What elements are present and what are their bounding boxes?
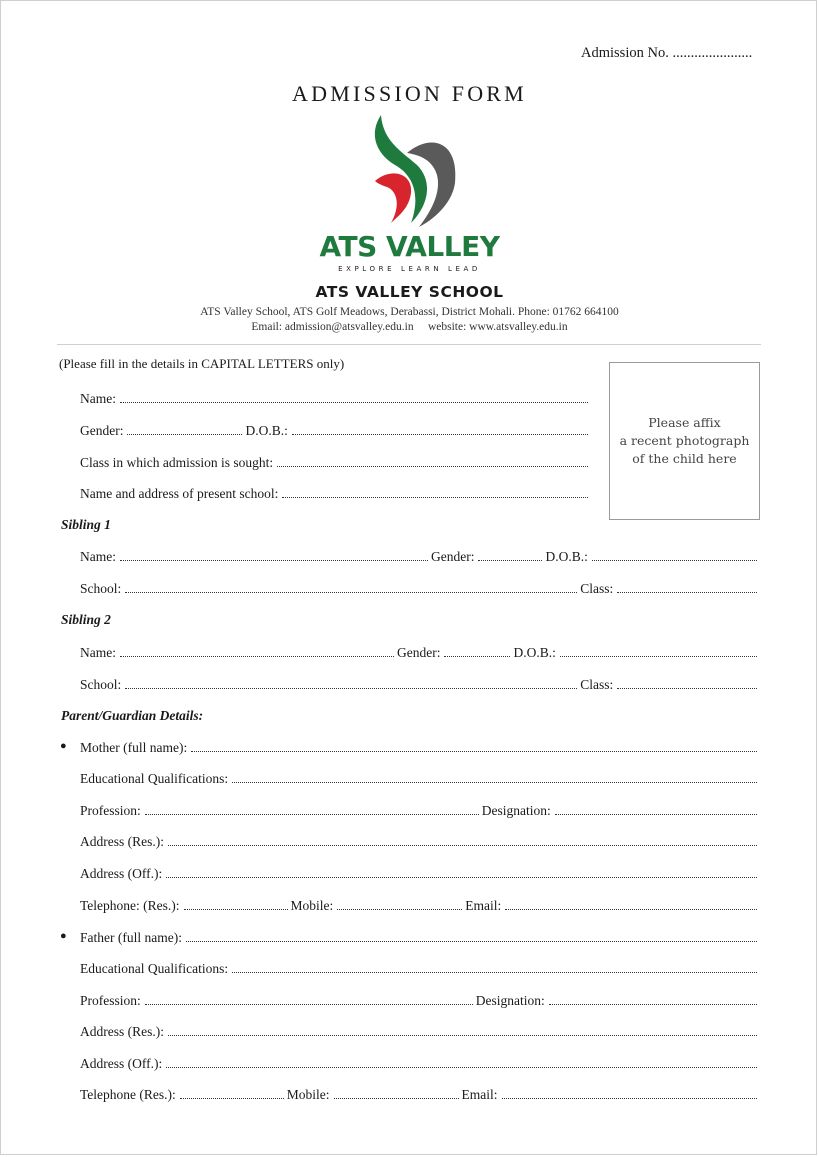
father-qualifications-row	[80, 957, 760, 977]
school-logo-icon	[361, 113, 461, 233]
sibling-1-dob-field[interactable]	[592, 560, 757, 561]
sibling-2-dob-field[interactable]	[560, 656, 757, 657]
student-gender-field[interactable]	[127, 434, 242, 435]
present-school-field[interactable]	[282, 497, 588, 498]
father-bullet: ●	[60, 930, 67, 942]
sibling-1-school-label: School:	[80, 581, 122, 596]
sibling-2-gender-field[interactable]	[444, 656, 510, 657]
sibling-2-name-row	[80, 641, 760, 661]
mother-name-field[interactable]	[191, 751, 757, 752]
mother-bullet: ●	[60, 740, 67, 752]
school-address: ATS Valley School, ATS Golf Meadows, Derabassi, District Mohali. Phone: 01762 664100	[200, 306, 619, 318]
sibling-2-dob-label: D.O.B.:	[513, 645, 556, 660]
present-school-row	[80, 482, 591, 502]
mother-name-row	[80, 736, 760, 756]
sibling-1-class-field[interactable]	[617, 592, 757, 593]
father-address-res-label: Address (Res.):	[80, 1024, 164, 1039]
father-address-off-row	[80, 1052, 760, 1072]
mother-name-label: Mother (full name):	[80, 740, 188, 755]
mother-address-res-field[interactable]	[168, 845, 757, 846]
photo-box-line-2: a recent photograph	[619, 433, 750, 448]
mother-qualifications-label: Educational Qualifications:	[80, 771, 229, 786]
father-designation-label: Designation:	[475, 993, 545, 1008]
mother-designation-field[interactable]	[555, 814, 757, 815]
father-profession-row	[80, 989, 760, 1009]
mother-address-off-row	[80, 862, 760, 882]
photo-box-line-3: of the child here	[632, 451, 737, 466]
mother-email-field[interactable]	[505, 909, 757, 910]
father-name-label: Father (full name):	[80, 930, 182, 945]
mother-qualifications-field[interactable]	[232, 782, 757, 783]
mother-address-res-label: Address (Res.):	[80, 834, 164, 849]
sibling-2-heading: Sibling 2	[61, 612, 111, 627]
father-email-label: Email:	[461, 1087, 498, 1102]
mother-address-res-row	[80, 830, 760, 850]
sibling-1-heading: Sibling 1	[61, 517, 111, 532]
sibling-1-gender-field[interactable]	[478, 560, 542, 561]
student-name-field[interactable]	[120, 402, 588, 403]
school-contact: Email: admission@atsvalley.edu.in website: www.atsvalley.edu.in	[251, 321, 568, 333]
photo-box-line-1: Please affix	[648, 415, 721, 430]
header-divider	[57, 344, 761, 345]
class-sought-row	[80, 451, 591, 471]
father-designation-field[interactable]	[549, 1004, 757, 1005]
student-name-row	[80, 387, 591, 407]
father-contact-row	[80, 1083, 760, 1103]
father-address-off-field[interactable]	[166, 1067, 757, 1068]
father-address-res-row	[80, 1020, 760, 1040]
mother-profession-field[interactable]	[145, 814, 479, 815]
father-email-field[interactable]	[502, 1098, 757, 1099]
student-gender-row	[80, 419, 591, 439]
father-address-off-label: Address (Off.):	[80, 1056, 163, 1071]
sibling-2-school-label: School:	[80, 677, 122, 692]
mother-contact-row	[80, 894, 760, 914]
photo-box[interactable]	[609, 362, 760, 520]
student-name-label: Name:	[80, 391, 116, 406]
sibling-1-name-row	[80, 545, 760, 565]
father-profession-label: Profession:	[80, 993, 141, 1008]
sibling-1-gender-label: Gender:	[431, 549, 475, 564]
present-school-label: Name and address of present school:	[80, 486, 279, 501]
sibling-1-name-label: Name:	[80, 549, 116, 564]
mother-designation-label: Designation:	[481, 803, 551, 818]
sibling-1-school-field[interactable]	[125, 592, 577, 593]
father-mobile-label: Mobile:	[286, 1087, 330, 1102]
father-name-row	[80, 926, 760, 946]
mother-mobile-label: Mobile:	[290, 898, 334, 913]
student-dob-field[interactable]	[292, 434, 588, 435]
father-mobile-field[interactable]	[334, 1098, 459, 1099]
parent-details-heading: Parent/Guardian Details:	[61, 708, 204, 723]
class-sought-label: Class in which admission is sought:	[80, 455, 274, 470]
sibling-1-school-row	[80, 577, 760, 597]
sibling-2-class-field[interactable]	[617, 688, 757, 689]
form-title: ADMISSION FORM	[292, 81, 527, 106]
sibling-1-name-field[interactable]	[120, 560, 428, 561]
school-name: ATS VALLEY SCHOOL	[315, 283, 504, 301]
mother-profession-row	[80, 799, 760, 819]
logo-text: ATS VALLEY	[319, 230, 500, 263]
sibling-2-school-field[interactable]	[125, 688, 577, 689]
sibling-2-name-label: Name:	[80, 645, 116, 660]
sibling-2-gender-label: Gender:	[397, 645, 441, 660]
logo-tagline: EXPLORE LEARN LEAD	[338, 265, 481, 273]
student-gender-label: Gender:	[80, 423, 124, 438]
mother-qualifications-row	[80, 767, 760, 787]
class-sought-field[interactable]	[277, 466, 588, 467]
sibling-2-school-row	[80, 673, 760, 693]
father-telephone-field[interactable]	[180, 1098, 284, 1099]
father-profession-field[interactable]	[145, 1004, 473, 1005]
father-qualifications-label: Educational Qualifications:	[80, 961, 229, 976]
mother-email-label: Email:	[465, 898, 502, 913]
mother-address-off-field[interactable]	[166, 877, 757, 878]
father-address-res-field[interactable]	[168, 1035, 757, 1036]
instructions: (Please fill in the details in CAPITAL LETTERS only)	[59, 356, 345, 371]
father-qualifications-field[interactable]	[232, 972, 757, 973]
father-telephone-label: Telephone (Res.):	[80, 1087, 176, 1102]
admission-number: Admission No. ......................	[581, 45, 753, 61]
student-dob-label: D.O.B.:	[245, 423, 288, 438]
sibling-2-name-field[interactable]	[120, 656, 394, 657]
mother-mobile-field[interactable]	[337, 909, 462, 910]
mother-telephone-label: Telephone: (Res.):	[80, 898, 180, 913]
sibling-1-class-label: Class:	[580, 581, 614, 596]
mother-profession-label: Profession:	[80, 803, 141, 818]
sibling-1-dob-label: D.O.B.:	[545, 549, 588, 564]
sibling-2-class-label: Class:	[580, 677, 614, 692]
mother-address-off-label: Address (Off.):	[80, 866, 163, 881]
father-name-field[interactable]	[186, 941, 757, 942]
mother-telephone-field[interactable]	[184, 909, 288, 910]
